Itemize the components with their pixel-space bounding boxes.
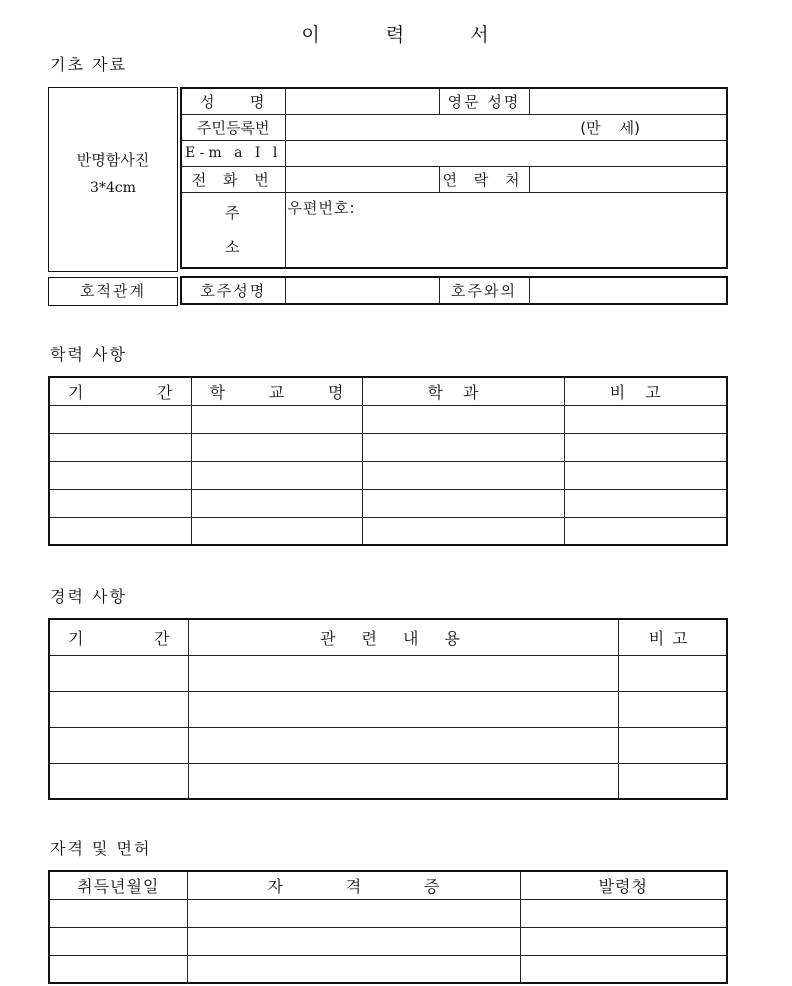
table-row	[49, 955, 727, 983]
edu-header-school: 학 교 명	[191, 377, 362, 405]
family-label: 호적관계	[48, 277, 178, 306]
table-row	[49, 461, 727, 489]
edu-cell[interactable]	[564, 517, 727, 545]
edu-cell[interactable]	[49, 489, 191, 517]
edu-cell[interactable]	[191, 405, 362, 433]
license-cell[interactable]	[520, 927, 727, 955]
career-cell[interactable]	[49, 655, 188, 691]
name-field[interactable]	[285, 88, 439, 114]
license-header-issuer: 발령청	[520, 871, 727, 899]
title-char-2: 력	[385, 24, 407, 46]
address-label-2: 소	[225, 237, 242, 256]
head-rel-label: 호주와의	[439, 277, 529, 304]
address-label-1: 주	[225, 203, 242, 222]
edu-cell[interactable]	[191, 433, 362, 461]
career-table	[48, 618, 728, 800]
photo-box	[48, 87, 178, 272]
license-cell[interactable]	[187, 899, 520, 927]
resident-field[interactable]	[285, 114, 727, 140]
license-header-date: 취득년월일	[49, 871, 187, 899]
edu-header-period: 기 간	[49, 377, 191, 405]
eng-name-field[interactable]	[529, 88, 727, 114]
section-basic-title: 기초 자료	[50, 55, 127, 74]
edu-cell[interactable]	[362, 433, 564, 461]
edu-cell[interactable]	[564, 405, 727, 433]
table-row	[49, 405, 727, 433]
family-table	[180, 276, 728, 305]
career-cell[interactable]	[188, 655, 618, 691]
section-license-title: 자격 및 면허	[50, 839, 152, 858]
edu-header-major: 학과	[362, 377, 564, 405]
career-header-period: 기 간	[49, 619, 188, 655]
table-row	[49, 727, 727, 763]
license-cell[interactable]	[520, 955, 727, 983]
edu-cell[interactable]	[362, 461, 564, 489]
edu-cell[interactable]	[362, 489, 564, 517]
head-rel-field[interactable]	[529, 277, 727, 304]
license-cell[interactable]	[520, 899, 727, 927]
document-title	[0, 20, 792, 47]
career-cell[interactable]	[49, 691, 188, 727]
career-cell[interactable]	[618, 655, 727, 691]
head-name-field[interactable]	[285, 277, 439, 304]
license-cell[interactable]	[49, 927, 187, 955]
table-row	[49, 763, 727, 799]
resident-label: 주민등록번	[181, 114, 285, 140]
edu-cell[interactable]	[49, 461, 191, 489]
table-row	[49, 517, 727, 545]
edu-cell[interactable]	[564, 489, 727, 517]
edu-cell[interactable]	[191, 489, 362, 517]
basic-info-table	[180, 87, 728, 269]
edu-cell[interactable]	[49, 405, 191, 433]
address-field[interactable]	[285, 192, 727, 268]
phone-field[interactable]	[285, 166, 439, 192]
table-row	[49, 489, 727, 517]
career-cell[interactable]	[49, 763, 188, 799]
edu-cell[interactable]	[362, 517, 564, 545]
edu-cell[interactable]	[564, 461, 727, 489]
edu-cell[interactable]	[362, 405, 564, 433]
career-cell[interactable]	[188, 691, 618, 727]
name-label: 성 명	[181, 88, 285, 114]
photo-label: 반명함사진	[76, 151, 150, 169]
edu-cell[interactable]	[191, 517, 362, 545]
contact-label: 연 락 처	[439, 166, 529, 192]
license-header-cert: 자 격 증	[187, 871, 520, 899]
career-cell[interactable]	[188, 763, 618, 799]
table-row	[49, 899, 727, 927]
career-cell[interactable]	[618, 691, 727, 727]
email-label: E-m a I l	[181, 140, 285, 166]
section-education-title: 학력 사항	[50, 345, 127, 364]
contact-field[interactable]	[529, 166, 727, 192]
career-cell[interactable]	[618, 763, 727, 799]
career-cell[interactable]	[188, 727, 618, 763]
table-row	[49, 691, 727, 727]
edu-cell[interactable]	[49, 433, 191, 461]
table-row	[49, 655, 727, 691]
license-table	[48, 870, 728, 984]
edu-header-note: 비고	[564, 377, 727, 405]
license-cell[interactable]	[49, 955, 187, 983]
head-name-label: 호주성명	[181, 277, 285, 304]
email-field[interactable]	[285, 140, 727, 166]
career-cell[interactable]	[618, 727, 727, 763]
title-char-1: 이	[301, 24, 322, 46]
photo-size: 3*4cm	[90, 180, 136, 196]
license-cell[interactable]	[187, 927, 520, 955]
title-char-3: 서	[470, 24, 491, 46]
career-header-note: 비고	[618, 619, 727, 655]
phone-label: 전 화 번	[181, 166, 285, 192]
license-cell[interactable]	[187, 955, 520, 983]
section-career-title: 경력 사항	[50, 587, 127, 606]
eng-name-label: 영문 성명	[439, 88, 529, 114]
postal-label: 우편번호:	[287, 198, 356, 217]
career-header-content: 관련내용	[188, 619, 618, 655]
table-row	[49, 927, 727, 955]
license-cell[interactable]	[49, 899, 187, 927]
edu-cell[interactable]	[564, 433, 727, 461]
table-row	[49, 433, 727, 461]
education-table	[48, 376, 728, 546]
address-label	[181, 192, 285, 268]
age-text: (만 세)	[580, 118, 640, 137]
edu-cell[interactable]	[49, 517, 191, 545]
career-cell[interactable]	[49, 727, 188, 763]
edu-cell[interactable]	[191, 461, 362, 489]
